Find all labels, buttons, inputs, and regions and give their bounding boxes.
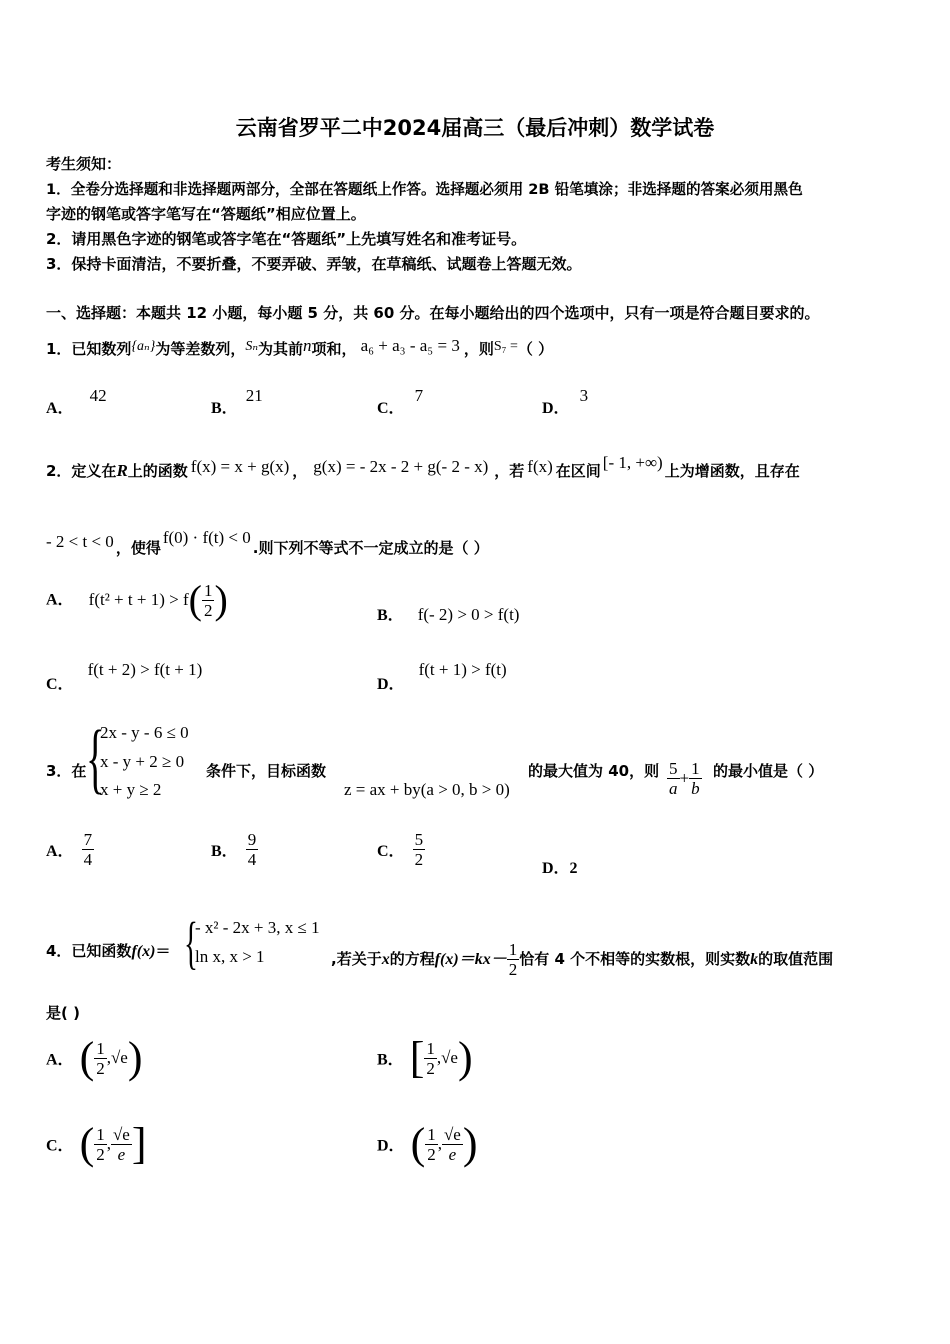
q2-num: 2．定义在 <box>46 462 117 480</box>
q4-t5: 是( ) <box>46 1004 80 1022</box>
q3-frac-1b: $\frac{1}{b}$ <box>691 759 700 798</box>
q2-option-a-close: ) <box>214 577 228 622</box>
question-1 <box>46 336 553 359</box>
q1-s7: S₇ = <box>493 339 518 354</box>
q4-option-b-right: √e <box>441 1048 458 1067</box>
q4-option-a-right: √e <box>110 1048 128 1067</box>
q3-option-a[interactable] <box>46 830 94 869</box>
q1-option-c-value: 7 <box>414 386 424 405</box>
q2-option-a[interactable] <box>46 578 228 622</box>
q1-option-b[interactable] <box>211 386 263 418</box>
q3-frac-5a: $\frac{5}{a}$ <box>669 759 678 798</box>
q3-option-a-label: A． <box>46 843 74 860</box>
notice-line-2: 2．请用黑色字迹的钢笔或答字笔在“答题纸”上先填写姓名和准考证号。 <box>46 230 527 248</box>
q2-option-c-label: C． <box>46 676 74 693</box>
q4-t3: 恰有 4 个不相等的实数根，则实数 <box>519 950 751 968</box>
q4-option-b[interactable] <box>377 1033 473 1082</box>
q4-t4: 的取值范围 <box>758 950 834 968</box>
q1-option-b-label: B． <box>211 400 238 417</box>
q4-k: k <box>750 951 759 968</box>
q2-t6: ，使得 <box>115 539 161 557</box>
q4-option-d-sep: , <box>437 1134 442 1153</box>
q2-t1: 上的函数 <box>127 462 188 480</box>
q2-t3: ，若 <box>494 462 525 480</box>
q4-option-b-sep: , <box>436 1048 442 1067</box>
q4-brace: { <box>184 910 198 975</box>
q2-f-def: f(x) = x + g(x) <box>190 457 290 476</box>
q1-t3: 项和， <box>311 340 357 358</box>
q2-option-a-expr: f(t² + t + 1) > f <box>88 589 189 609</box>
q2-option-b-label: B． <box>377 607 404 624</box>
q2-option-d[interactable] <box>377 660 507 694</box>
q1-condition: a₆ + a₃ - a₅ = 3 <box>360 336 460 355</box>
q4-x: x <box>381 951 390 968</box>
q3-option-c-frac: $\frac{5}{2}$ <box>414 830 424 869</box>
q4-option-b-open: [ <box>409 1033 425 1082</box>
q4-option-c-open: ( <box>79 1119 95 1168</box>
q3-option-b-label: B． <box>211 843 238 860</box>
q1-option-a[interactable] <box>46 386 107 418</box>
q1-t4: ，则 <box>463 340 494 358</box>
q4-option-a-sep: , <box>106 1048 111 1067</box>
q3-num: 3．在 <box>46 762 87 780</box>
q2-option-a-open: ( <box>188 577 202 622</box>
q4-option-a-label: A． <box>46 1051 74 1069</box>
q3-option-b-frac: $\frac{9}{4}$ <box>247 830 257 869</box>
q1-option-d[interactable] <box>542 386 588 418</box>
q4-option-d-close: ) <box>462 1119 478 1168</box>
q2-t7: .则下列不等式不一定成立的是（ ） <box>252 539 489 557</box>
q2-option-b-expr: f(- 2) > 0 > f(t) <box>417 605 520 624</box>
q1-sn: Sₙ <box>245 339 259 354</box>
section-heading: 一、选择题：本题共 12 小题，每小题 5 分，共 60 分。在每小题给出的四个选项中，只有一项是符合题目要求的。 <box>46 304 820 322</box>
q3-constraint-1: 2x - y - 6 ≤ 0 <box>100 723 189 742</box>
q4-option-d-frac-left: $\frac{1}{2}$ <box>427 1124 436 1164</box>
q4-num: 4．已知函数 <box>46 942 132 960</box>
q4-option-c-sep: , <box>106 1134 111 1153</box>
q2-option-a-label: A． <box>46 591 74 609</box>
q4-equation: f(x)＝kx－ <box>434 951 507 968</box>
q1-seq: {aₙ} <box>131 339 156 354</box>
q2-option-c-expr: f(t + 2) > f(t + 1) <box>87 660 203 679</box>
q1-option-a-value: 42 <box>89 386 107 405</box>
q4-option-a[interactable] <box>46 1033 143 1082</box>
q3-option-a-frac: $\frac{7}{4}$ <box>83 830 93 869</box>
q2-t2: ， <box>292 462 308 480</box>
q3-constraint-2: x - y + 2 ≥ 0 <box>100 752 185 771</box>
q4-fx: f(x) <box>131 943 156 960</box>
q3-option-b[interactable] <box>211 830 258 869</box>
q1-option-b-value: 21 <box>245 386 263 405</box>
q3-option-c-label: C． <box>377 843 405 860</box>
q1-t1: 为等差数列， <box>155 340 246 358</box>
q4-t1: ,若关于 <box>331 950 382 968</box>
q3-plus: + <box>679 768 690 788</box>
q4-piece-2: ln x, x > 1 <box>195 947 265 966</box>
q2-t4: 在区间 <box>555 462 601 480</box>
q3-brace: { <box>86 714 105 801</box>
q1-n: n <box>303 336 312 355</box>
q2-R: R <box>116 461 128 480</box>
q4-t2: 的方程 <box>389 950 435 968</box>
q3-option-c[interactable] <box>377 830 425 869</box>
q4-option-c-label: C． <box>46 1137 74 1155</box>
page-title: 云南省罗平二中2024届高三（最后冲刺）数学试卷 <box>235 116 715 140</box>
notice-line-1b: 字迹的钢笔或答字笔写在“答题纸”相应位置上。 <box>46 205 366 223</box>
q1-option-c-label: C． <box>377 400 405 417</box>
question-4-cont <box>331 940 833 979</box>
q4-option-a-open: ( <box>79 1033 95 1082</box>
q2-product: f(0) · f(t) < 0 <box>162 528 251 547</box>
q2-t-condition: - 2 < t < 0 <box>46 532 114 551</box>
q3-t1: 条件下，目标函数 <box>206 762 327 780</box>
notice-line-1a: 1．全卷分选择题和非选择题两部分，全部在答题纸上作答。选择题必须用 2B 铅笔填涂；非选择题的答案必须用黑色 <box>46 181 803 198</box>
q4-half: $\frac{1}{2}$ <box>508 940 518 979</box>
q2-option-b[interactable] <box>377 602 519 625</box>
q4-option-d[interactable] <box>377 1119 478 1168</box>
q4-option-b-label: B． <box>377 1051 404 1069</box>
q2-option-c[interactable] <box>46 660 202 694</box>
q4-option-a-frac: $\frac{1}{2}$ <box>96 1038 105 1078</box>
q4-eq: ＝ <box>155 942 171 960</box>
q4-option-d-label: D． <box>377 1137 405 1155</box>
q3-t2: 的最大值为 40，则 <box>528 762 660 780</box>
q4-option-b-frac: $\frac{1}{2}$ <box>426 1038 435 1078</box>
q3-constraint-3: x + y ≥ 2 <box>100 780 162 799</box>
q1-t2: 为其前 <box>258 340 304 358</box>
q3-option-d[interactable]: D．2 <box>542 860 578 877</box>
q4-piece-1: - x² - 2x + 3, x ≤ 1 <box>195 918 320 937</box>
q1-option-d-value: 3 <box>579 386 589 405</box>
q1-num: 1．已知数列 <box>46 340 132 358</box>
q2-fx: f(x) <box>527 457 553 476</box>
question-2 <box>46 453 800 481</box>
q1-option-c[interactable] <box>377 386 423 418</box>
notice-heading: 考生须知： <box>46 155 122 173</box>
q3-objective: z = ax + by(a > 0, b > 0) <box>344 780 510 799</box>
q4-option-c[interactable] <box>46 1119 147 1168</box>
q4-option-b-close: ) <box>457 1033 473 1082</box>
question-4 <box>46 940 170 961</box>
question-2-line2 <box>46 528 489 558</box>
q4-option-c-frac-right: $\frac{√e}{e}$ <box>112 1124 130 1164</box>
q2-t5: 上为增函数，且存在 <box>664 462 800 480</box>
q2-option-d-label: D． <box>377 676 405 693</box>
q2-g-def: g(x) = - 2x - 2 + g(- 2 - x) <box>313 457 489 476</box>
notice-line-3: 3．保持卡面清洁，不要折叠，不要弄破、弄皱，在草稿纸、试题卷上答题无效。 <box>46 255 582 273</box>
q1-t5: （ ） <box>517 340 554 358</box>
q2-option-d-expr: f(t + 1) > f(t) <box>418 660 507 679</box>
q4-option-a-close: ) <box>127 1033 143 1082</box>
q3-t3: 的最小值是（ ） <box>713 762 824 780</box>
q4-option-d-frac-right: $\frac{√e}{e}$ <box>443 1124 461 1164</box>
q2-interval: [- 1, +∞) <box>602 453 663 472</box>
q4-option-c-frac-left: $\frac{1}{2}$ <box>96 1124 105 1164</box>
q1-option-d-label: D． <box>542 400 570 417</box>
q2-option-a-frac: $\frac{1}{2}$ <box>203 580 213 620</box>
q4-option-c-close: ] <box>131 1119 147 1168</box>
q4-option-d-open: ( <box>410 1119 426 1168</box>
q1-option-a-label: A． <box>46 400 74 417</box>
q3-expression <box>667 759 702 798</box>
